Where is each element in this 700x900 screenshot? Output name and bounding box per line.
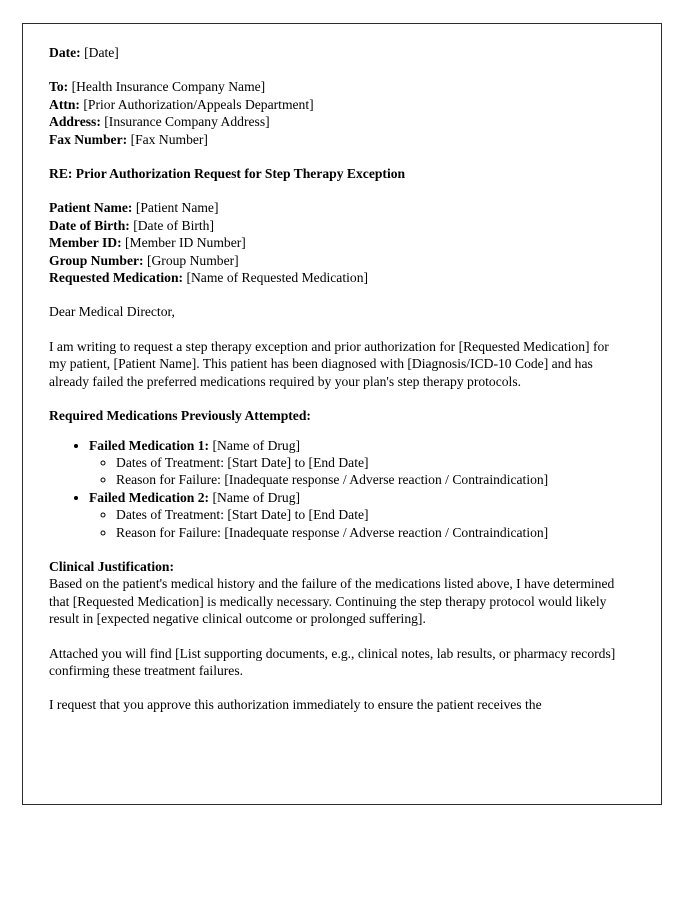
dob-label: Date of Birth: <box>49 217 130 233</box>
list-item: ◦ Reason for Failure: [Inadequate response / Adverse reaction / Contraindication] <box>116 471 627 488</box>
spacer <box>49 390 627 407</box>
patient-member-id-field <box>49 234 627 251</box>
requested-medication-field <box>49 269 627 286</box>
spacer <box>49 425 627 437</box>
salutation: Dear Medical Director, <box>49 304 175 320</box>
dob-value: [Date of Birth] <box>133 217 214 233</box>
failed-medication-1-details <box>89 454 627 489</box>
address-value: [Insurance Company Address] <box>104 114 270 130</box>
recipient-attn <box>49 96 627 113</box>
subject-line: RE: Prior Authorization Request for Step Therapy Exception <box>49 166 406 182</box>
failed-medication-2-details <box>89 506 627 541</box>
document-page <box>22 23 662 805</box>
attachments-paragraph: Attached you will find [List supporting documents, e.g., clinical notes, lab results, or pharmacy records] confirming these treatment failures. <box>49 645 616 678</box>
fax-label: Fax Number: <box>49 131 128 147</box>
justification-paragraph: Based on the patient's medical history and the failure of the medications listed above, I have determined that [Requested Medication] is medically necessary. Continuing the step therapy protocol would likely result in [expected negative clinical outcome or prolonged suffering]. <box>49 576 615 627</box>
spacer <box>49 321 627 338</box>
patient-name-label: Patient Name: <box>49 200 133 216</box>
recipient-address <box>49 113 627 130</box>
spacer <box>49 541 627 558</box>
recipient-to <box>49 78 627 95</box>
date-field <box>49 44 627 61</box>
spacer <box>49 182 627 199</box>
failed-medication-2-label: Failed Medication 2: <box>89 489 210 505</box>
recipient-fax <box>49 131 627 148</box>
spacer <box>49 628 627 645</box>
patient-dob-field <box>49 217 627 234</box>
list-item: ◦ Dates of Treatment: [Start Date] to [End Date] <box>116 506 627 523</box>
date-value: [Date] <box>84 45 119 60</box>
justification-heading: Clinical Justification: <box>49 558 174 574</box>
spacer <box>49 148 627 165</box>
member-id-value: [Member ID Number] <box>125 235 246 251</box>
to-label: To: <box>49 79 69 95</box>
intro-paragraph: I am writing to request a step therapy exception and prior authorization for [Requested Medication] for my patient, [Patient Name]. This patient has been diagnosed with [Diagnosis/ICD-10 Code] and has already failed the preferred medications required by your plan's step therapy protocols. <box>49 338 609 389</box>
attn-value: [Prior Authorization/Appeals Department] <box>83 96 314 112</box>
requested-medication-label: Requested Medication: <box>49 270 184 286</box>
document-body <box>49 44 627 714</box>
attn-label: Attn: <box>49 96 80 112</box>
failed-medications-list <box>49 437 627 541</box>
group-number-value: [Group Number] <box>146 252 239 268</box>
list-item: ◦ Dates of Treatment: [Start Date] to [End Date] <box>116 454 627 471</box>
patient-name-field <box>49 199 627 216</box>
patient-name-value: [Patient Name] <box>135 200 219 216</box>
closing-paragraph: I request that you approve this authorization immediately to ensure the patient receives the <box>49 697 542 713</box>
member-id-label: Member ID: <box>49 235 122 251</box>
date-label: Date: <box>49 45 81 60</box>
to-value: [Health Insurance Company Name] <box>71 79 266 95</box>
failed-medication-1-value: [Name of Drug] <box>212 437 301 453</box>
list-item <box>89 437 627 489</box>
fax-value: [Fax Number] <box>130 131 208 147</box>
spacer <box>49 286 627 303</box>
group-number-label: Group Number: <box>49 252 144 268</box>
failed-medication-2-value: [Name of Drug] <box>212 489 301 505</box>
list-item <box>89 489 627 541</box>
patient-group-number-field <box>49 252 627 269</box>
list-item: ◦ Reason for Failure: [Inadequate response / Adverse reaction / Contraindication] <box>116 524 627 541</box>
medications-heading: Required Medications Previously Attempted: <box>49 408 311 424</box>
spacer <box>49 61 627 78</box>
failed-medication-1-label: Failed Medication 1: <box>89 437 210 453</box>
address-label: Address: <box>49 114 101 130</box>
spacer <box>49 679 627 696</box>
requested-medication-value: [Name of Requested Medication] <box>186 270 369 286</box>
